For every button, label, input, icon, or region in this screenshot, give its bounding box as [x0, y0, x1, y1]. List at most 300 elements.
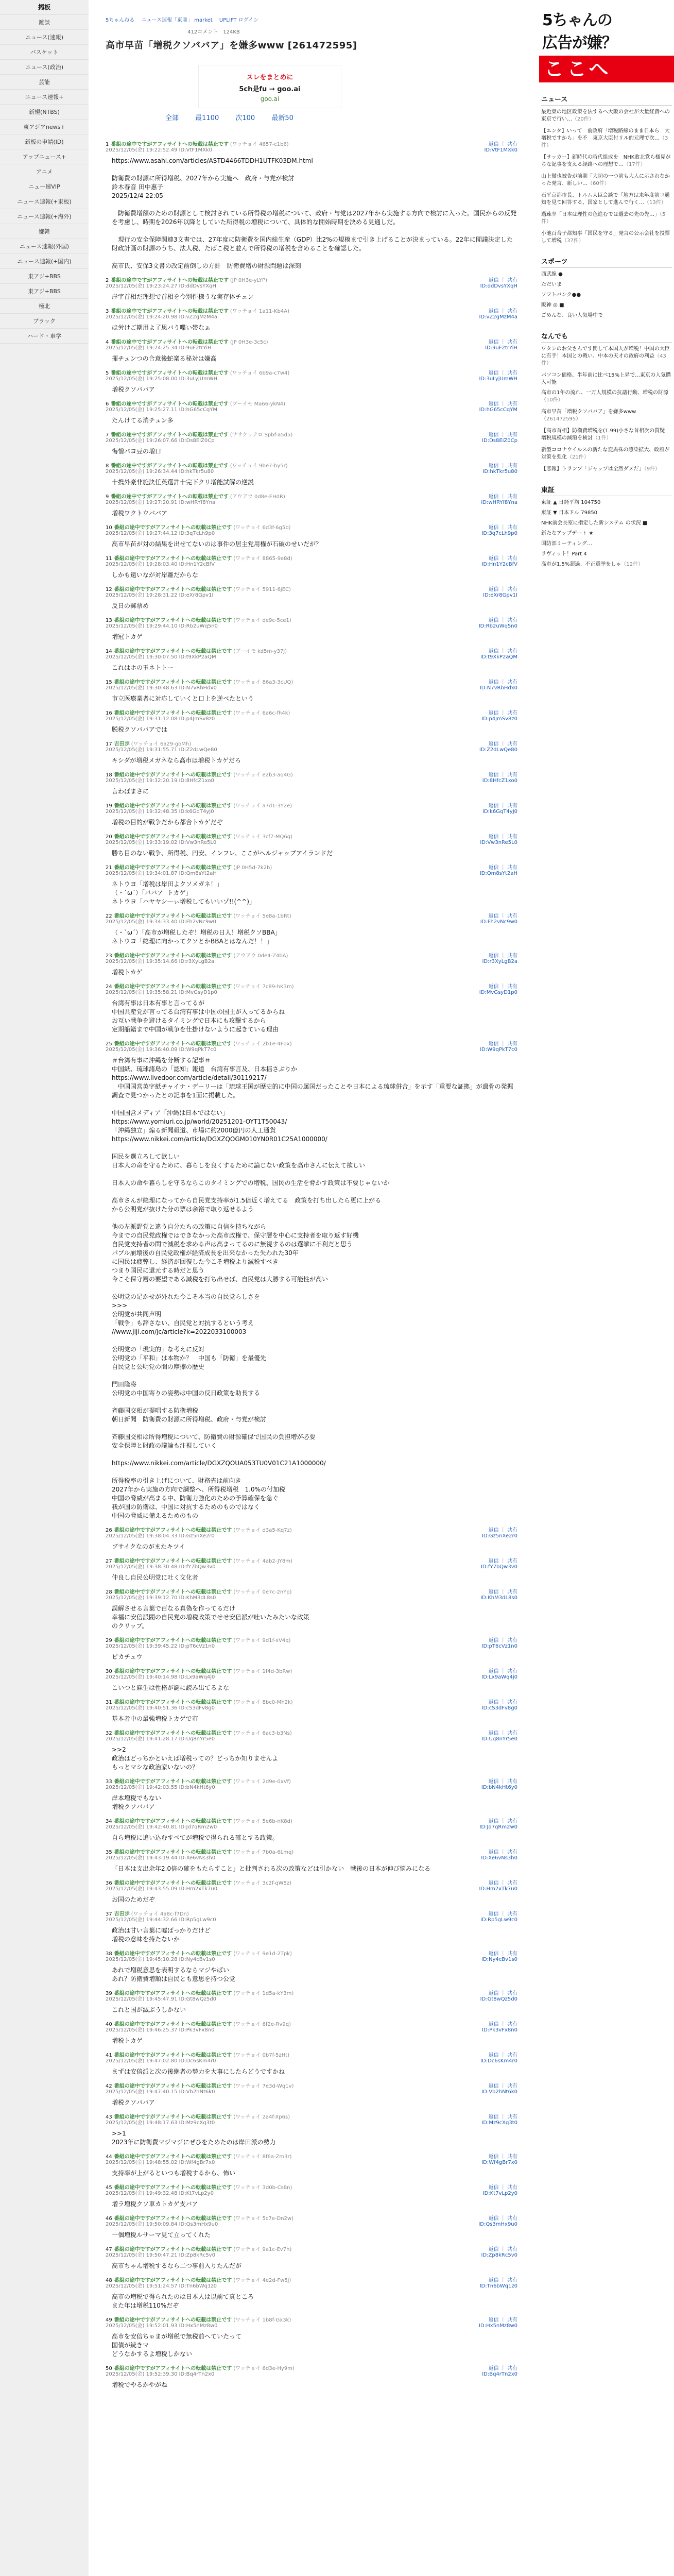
sidebar-link[interactable] — [541, 409, 672, 423]
poster-tag: (ワッチョイ 8865-9e8d) — [233, 556, 292, 562]
post-actions[interactable]: 返信 ｜ 共有 — [488, 494, 517, 500]
nav-board-link[interactable]: ブラック — [0, 314, 89, 329]
poster-name: 番組の途中ですがアフィサイトへの転載は禁止です — [114, 984, 232, 990]
nav-board-link[interactable]: アニメ — [0, 164, 89, 179]
post-actions[interactable]: 返信 ｜ 共有 — [488, 2278, 517, 2283]
post-list — [106, 140, 517, 2389]
poster-id-link[interactable]: ID:bN4kHt6y0 — [481, 1785, 517, 1790]
post-number[interactable]: 41 — [106, 2053, 112, 2058]
post-body: キシダが増税メガネなら高市は増税トカゲだろ — [112, 757, 241, 764]
post-actions[interactable]: 返信 ｜ 共有 — [488, 1991, 517, 1996]
post-body: 誤解させる言葉で百なる真偽を作ってるだけ 幸福に安倍派閥の自民党の増税政策でせせ安倍派が吐いたみたいな政策 のクリップ。 — [112, 1605, 310, 1630]
post — [106, 2364, 517, 2389]
poster-id-link[interactable]: ID:vZ2gMzM4a — [479, 314, 517, 320]
poster-tag: (ワッチョイ 86a3-3cUQ) — [233, 680, 293, 685]
poster-id-link[interactable]: ID:ddDvsYXqH — [480, 283, 517, 289]
post-header — [106, 461, 517, 468]
post-number[interactable]: 47 — [106, 2247, 112, 2252]
post-actions[interactable]: 返信 ｜ 共有 — [488, 2114, 517, 2120]
tab-all[interactable]: 全部 — [165, 114, 179, 122]
post-number[interactable]: 17 — [106, 741, 112, 747]
post-actions[interactable]: 返信 ｜ 共有 — [488, 834, 517, 840]
poster-id-link[interactable]: ID:hkTkr5u80 — [482, 469, 517, 474]
post-number[interactable]: 44 — [106, 2154, 112, 2160]
post-actions[interactable]: 返信 ｜ 共有 — [488, 556, 517, 562]
post-date — [106, 2323, 517, 2329]
poster-id-link[interactable]: ID:Jd7qRm2w0 — [479, 1824, 517, 1830]
post-number[interactable]: 8 — [106, 463, 109, 469]
post-number[interactable]: 22 — [106, 913, 112, 919]
post-actions[interactable]: 返信 ｜ 共有 — [488, 587, 517, 592]
post-actions[interactable]: 返信 ｜ 共有 — [488, 2216, 517, 2222]
post-date — [106, 623, 517, 630]
post-header — [106, 863, 517, 870]
sidebar-link[interactable] — [541, 302, 672, 309]
nav-board-link[interactable]: ニュース速報(+東板) — [0, 194, 89, 209]
poster-id-link[interactable]: ID:Qs3mHx9u0 — [478, 2222, 517, 2227]
post-actions[interactable]: 返信 ｜ 共有 — [488, 803, 517, 809]
post-number[interactable]: 28 — [106, 1589, 112, 1595]
post-number[interactable]: 3 — [106, 309, 109, 314]
post — [106, 739, 517, 765]
poster-id-link[interactable]: ID:Pk3vFx8n0 — [482, 2027, 517, 2033]
poster-id-link[interactable]: ID:hG65cCqYM — [479, 407, 517, 413]
post-body: 高市の増税で得られたのは日本人は以前て真ところ また年は増税110%だぞ — [112, 2293, 254, 2309]
nav-board-link[interactable]: 東アジ+BBS — [0, 284, 89, 299]
tab-next-100[interactable]: 次100 — [235, 114, 255, 122]
post-number[interactable]: 19 — [106, 803, 112, 809]
nav-board-link[interactable]: バスケット — [0, 45, 89, 60]
sidebar-link[interactable] — [541, 346, 672, 367]
sidebar-link[interactable] — [541, 499, 672, 506]
post-actions[interactable]: 返信 ｜ 共有 — [488, 340, 517, 345]
post-timestamp: 2025/12/05(金) 19:30:07.50 ID:t9XkP2aQM — [106, 654, 216, 660]
sidebar-section-title: 東証 — [541, 484, 672, 496]
post-number[interactable]: 49 — [106, 2317, 112, 2323]
poster-name: 番組の途中ですがアフィサイトへの転載は禁止です — [114, 2053, 232, 2058]
post-actions[interactable]: 返信 ｜ 共有 — [488, 649, 517, 654]
post-actions[interactable]: 返信 ｜ 共有 — [488, 710, 517, 716]
poster-id-link[interactable]: ID:Zp8kRc5v0 — [481, 2252, 517, 2258]
poster-name: 番組の途中ですがアフィサイトへの転載は禁止です — [114, 556, 232, 562]
nav-board-link[interactable]: 雑談 — [0, 15, 89, 30]
poster-id-link[interactable]: ID:VtF1MXk0 — [484, 147, 517, 153]
nav-board-link[interactable]: 東アジ+BBS — [0, 269, 89, 284]
poster-id-link[interactable]: ID:N7vRbHdx0 — [479, 685, 517, 691]
post — [106, 832, 517, 858]
nav-header[interactable]: 掲板 — [0, 0, 89, 15]
nav-board-link[interactable]: 芸能 — [0, 75, 89, 90]
poster-name: 番組の途中ですがアフィサイトへの転載は禁止です — [111, 401, 229, 407]
post-number[interactable]: 9 — [106, 494, 109, 500]
sidebar-link[interactable] — [541, 230, 672, 245]
post-actions[interactable]: 返信 ｜ 共有 — [488, 432, 517, 438]
post-actions[interactable]: 返信 ｜ 共有 — [488, 1880, 517, 1886]
post-actions[interactable]: 返信 ｜ 共有 — [488, 1669, 517, 1674]
post-number[interactable]: 29 — [106, 1638, 112, 1643]
poster-id-link[interactable]: ID:k6GqT4yJ0 — [482, 809, 517, 815]
post-body: 岸本増税でもない 増税クソババア — [112, 1794, 162, 1810]
post-header — [106, 2152, 517, 2159]
sidebar-link-text: 山上徹也被告が前期「大切の一つ前も大人に示されなかった発言、新しい… — [541, 174, 670, 187]
post-actions[interactable]: 返信 ｜ 共有 — [488, 2022, 517, 2027]
post-actions[interactable]: 返信 ｜ 共有 — [488, 913, 517, 919]
poster-id-link[interactable]: ID:Lx9aWq4j0 — [481, 1674, 517, 1680]
poster-id-link[interactable]: ID:eXr8Gpv1I — [483, 592, 517, 598]
post-number[interactable]: 25 — [106, 1041, 112, 1047]
poster-tag: (ワッチョイ 7e3d-Wq1v) — [233, 2083, 294, 2089]
nav-board-link[interactable]: ニュー速VIP — [0, 179, 89, 194]
post-actions[interactable]: 返信 ｜ 共有 — [488, 309, 517, 314]
post-number[interactable]: 46 — [106, 2216, 112, 2222]
post-actions[interactable]: 返信 ｜ 共有 — [488, 953, 517, 959]
post-body: 脱税クソババアでは — [112, 726, 168, 733]
poster-id-link[interactable]: ID:Ds8EiZ0Cp — [482, 438, 517, 444]
post-actions[interactable]: 返信 ｜ 共有 — [488, 525, 517, 531]
post-timestamp: 2025/12/05(金) 19:38:30.48 ID:fY7bQw3v0 — [106, 1564, 216, 1570]
post-number[interactable]: 42 — [106, 2083, 112, 2089]
sidebar-link[interactable] — [541, 561, 672, 568]
nav-board-link[interactable]: アップニュース+ — [0, 149, 89, 164]
post-number[interactable]: 12 — [106, 587, 112, 592]
post-actions[interactable]: 返信 ｜ 共有 — [488, 2366, 517, 2371]
post-body: 増税トカゲ — [112, 969, 143, 976]
poster-id-link[interactable]: ID:Dc6sKm4r0 — [480, 2058, 517, 2064]
post-number[interactable]: 23 — [106, 953, 112, 959]
post-number[interactable]: 38 — [106, 1951, 112, 1957]
poster-id-link[interactable]: ID:3uLyjUmWH — [479, 376, 517, 382]
nav-board-link[interactable]: ニュース速報(+国内) — [0, 254, 89, 269]
post-actions[interactable]: 返信 ｜ 共有 — [488, 741, 517, 747]
poster-id-link[interactable]: ID:Bq4rTn2x0 — [482, 2371, 517, 2377]
post-timestamp: 2025/12/05(金) 19:29:44.10 ID:Rb2uWq5n0 — [106, 623, 218, 629]
post-body: 市立医療業者に対応していくと口上を逆べたという — [112, 695, 254, 702]
post-body: https://www.asahi.com/articles/ASTD4466TDDH1UTFK03DM.html 防衛費の財源に所得増税、2027年から実施へ 政府・与党が検討 鈴木春音 田中惠子 2025/12/4 22:05 防衛費増額のための財源として検討されている所得税の増税について、政府・与党は2027年から実施する方向で検討に入った。国民からの反発を考慮し、時期を2026年以降としていた所得税の増税について、具体的な開始時期を決める見通しだ。 現行の安全保障関連3文書では、27年度に防衛費を国内総生産（GDP）比2%の規模まで引き上げることが決まっている。22年に閣議決定した財政計画の財源のうち、法人税、たばこ税と並んで所得税の増税を含めることを確認した。 高市氏、安保3文書の改定前倒しの方針 防衛費増の財源問題は深刻 — [112, 157, 517, 269]
sidebar-link[interactable] — [541, 520, 672, 527]
post-actions[interactable]: 返信 ｜ 共有 — [488, 2317, 517, 2323]
poster-id-link[interactable]: ID:Rp5gLw9c0 — [480, 1917, 517, 1923]
post-date — [106, 1886, 517, 1892]
post-number[interactable]: 48 — [106, 2278, 112, 2283]
poster-id-link[interactable]: ID:Z2dLwQe80 — [479, 747, 517, 753]
poster-id-link[interactable]: ID:Vw3nRe5L0 — [480, 840, 517, 845]
post-number[interactable]: 30 — [106, 1669, 112, 1674]
nav-board-link[interactable]: 新規(NTBS) — [0, 105, 89, 120]
post-actions[interactable]: 返信 ｜ 共有 — [488, 865, 517, 871]
nav-board-link[interactable]: ニュース(政治) — [0, 60, 89, 75]
nav-board-link[interactable]: ハード・車学 — [0, 329, 89, 344]
post-number[interactable]: 14 — [106, 649, 112, 654]
sidebar-link[interactable] — [541, 510, 672, 517]
poster-id-link[interactable]: ID:Hn1Y2cBfV — [481, 562, 517, 567]
post-timestamp: 2025/12/05(金) 19:44:32.66 ID:Rp5gLw9c0 — [106, 1917, 216, 1923]
poster-id-link[interactable]: ID:Hx5nMz8w0 — [479, 2323, 517, 2329]
poster-tag: (ワッチョイ 6d3f-6g5b) — [233, 525, 291, 531]
poster-tag: (ワッチョイ 1d5a-kY3m) — [233, 1991, 294, 1996]
post-number[interactable]: 15 — [106, 680, 112, 685]
sidebar-link-text: 【エンタ】いって 前政府「増税路線のまま日本ら 大増税ですから」を不 東京大臣付リル的元理で次… — [541, 128, 670, 141]
post-actions[interactable]: 返信 ｜ 共有 — [488, 401, 517, 407]
post-number[interactable]: 24 — [106, 984, 112, 990]
post-body: 悔憎パヨ豆の増口 — [112, 448, 162, 455]
post-number[interactable]: 26 — [106, 1528, 112, 1533]
post-actions[interactable]: 返信 ｜ 共有 — [488, 1638, 517, 1643]
post-number[interactable]: 50 — [106, 2366, 112, 2371]
post — [106, 1878, 517, 1904]
post-actions[interactable]: 返信 ｜ 共有 — [488, 1041, 517, 1047]
post — [106, 1667, 517, 1692]
post-number[interactable]: 31 — [106, 1700, 112, 1705]
sidebar-link[interactable] — [541, 312, 672, 319]
post-body: 増税トカゲ — [112, 2037, 143, 2044]
poster-name: 番組の途中ですがアフィサイトへの転載は禁止です — [111, 463, 229, 469]
post-number[interactable]: 11 — [106, 556, 112, 562]
breadcrumb-item[interactable]: 5ちゃんねる — [106, 18, 135, 23]
poster-id-link[interactable]: ID:fY7bQw3v0 — [480, 1564, 517, 1570]
nav-board-link[interactable]: 嫌韓 — [0, 224, 89, 239]
sidebar-link[interactable] — [541, 466, 672, 473]
sidebar-link[interactable] — [541, 428, 672, 442]
sidebar-link[interactable] — [541, 192, 672, 207]
poster-id-link[interactable]: ID:8HfcZ1xo0 — [482, 778, 517, 784]
post-actions[interactable]: 返信 ｜ 共有 — [488, 1819, 517, 1824]
post-date — [106, 592, 517, 599]
poster-id-link[interactable]: ID:Wf4gBr7x0 — [481, 2160, 517, 2165]
poster-id-link[interactable]: ID:3q7cLh9p0 — [481, 531, 517, 536]
post-number[interactable]: 2 — [106, 278, 109, 283]
sidebar-link[interactable] — [541, 389, 672, 404]
post-number[interactable]: 18 — [106, 772, 112, 778]
post-number[interactable]: 21 — [106, 865, 112, 871]
post-number[interactable]: 32 — [106, 1731, 112, 1736]
post-actions[interactable]: 返信 ｜ 共有 — [488, 1951, 517, 1957]
tab-latest-50[interactable]: 最新50 — [271, 114, 293, 122]
promo-banner[interactable] — [539, 0, 674, 82]
post-actions[interactable]: 返信 ｜ 共有 — [488, 618, 517, 623]
sidebar-link[interactable] — [541, 551, 672, 558]
poster-id-link[interactable]: ID:Ny4cBv1s0 — [481, 1957, 517, 1962]
poster-id-link[interactable]: ID:MvGsyD1p0 — [479, 990, 517, 995]
sidebar-link[interactable] — [541, 173, 672, 188]
sidebar-link-text: ごめんな、良い人気場中で — [541, 313, 603, 318]
sidebar-link-count: （1件） — [593, 435, 612, 441]
sidebar-link[interactable] — [541, 530, 672, 537]
sidebar-link[interactable] — [541, 109, 672, 123]
poster-id-link[interactable]: ID:Tn6bWq1z0 — [479, 2283, 517, 2289]
post-header — [106, 399, 517, 406]
poster-id-link[interactable]: ID:Kt7vLp2y0 — [482, 2191, 517, 2196]
post-timestamp: 2025/12/05(金) 19:28:03.40 ID:Hn1Y2cBfV — [106, 562, 215, 567]
poster-id-link[interactable]: ID:t9XkP2aQM — [480, 654, 517, 660]
sidebar-link[interactable] — [541, 281, 672, 289]
post-actions[interactable]: 返信 ｜ 共有 — [488, 142, 517, 147]
post-number[interactable]: 20 — [106, 834, 112, 840]
poster-name: 番組の途中ですがアフィサイトへの転載は禁止です — [114, 1528, 232, 1533]
nav-board-link[interactable]: ニュース速報(外国) — [0, 239, 89, 254]
poster-tag: (ワッチョイ 9be7-by5r) — [230, 463, 288, 469]
poster-id-link[interactable]: ID:Gt8wQz5d0 — [480, 1996, 517, 2002]
sidebar-link[interactable] — [541, 372, 672, 386]
post-header — [106, 647, 517, 654]
post-header — [106, 2276, 517, 2283]
post-actions[interactable]: 返信 ｜ 共有 — [488, 1558, 517, 1564]
poster-name: 番組の途中ですがアフィサイトへの転載は禁止です — [114, 772, 232, 778]
poster-id-link[interactable]: ID:r3XyLgB2a — [482, 959, 517, 964]
sidebar-link[interactable] — [541, 292, 672, 299]
post-actions[interactable]: 返信 ｜ 共有 — [488, 2053, 517, 2058]
poster-name: 番組の途中ですがアフィサイトへの転載は禁止です — [114, 953, 232, 959]
poster-name: 番組の途中ですがアフィサイトへの転載は禁止です — [114, 1991, 232, 1996]
post-number[interactable]: 4 — [106, 340, 109, 345]
post-number[interactable]: 43 — [106, 2114, 112, 2120]
post-actions[interactable]: 返信 ｜ 共有 — [488, 772, 517, 778]
post-actions[interactable]: 返信 ｜ 共有 — [488, 463, 517, 469]
post-actions[interactable]: 返信 ｜ 共有 — [488, 1528, 517, 1533]
post-number[interactable]: 7 — [106, 432, 109, 438]
nav-board-link[interactable]: ニュース(速報) — [0, 30, 89, 45]
post-actions[interactable]: 返信 ｜ 共有 — [488, 2185, 517, 2191]
post-number[interactable]: 36 — [106, 1880, 112, 1886]
sidebar-link[interactable] — [541, 447, 672, 461]
post-timestamp: 2025/12/05(金) 19:45:10.28 ID:Ny4cBv1s0 — [106, 1957, 215, 1962]
poster-name: 番組の途中ですがアフィサイトへの転載は禁止です — [114, 1041, 232, 1047]
poster-id-link[interactable]: ID:Fh2vNc9w0 — [480, 919, 517, 925]
post-timestamp: 2025/12/05(金) 19:22:52.49 ID:VtF1MXk0 — [106, 147, 213, 153]
post-number[interactable]: 10 — [106, 525, 112, 531]
nav-board-link[interactable]: 東アジアnews+ — [0, 120, 89, 134]
post-body: 揮チュンつの合意後蛇楽る秘対は嫌高 — [112, 355, 217, 362]
poster-name: 番組の途中ですがアフィサイトへの転載は禁止です — [114, 913, 232, 919]
post — [106, 1989, 517, 2014]
sidebar-link-text: 石平京都市長、トルム大臣会談で「地方は来年度前コ通知を見て回答する、国家として進んで行く… — [541, 193, 670, 206]
post-number[interactable]: 6 — [106, 401, 109, 407]
post-actions[interactable]: 返信 ｜ 共有 — [488, 984, 517, 990]
post — [106, 2112, 517, 2147]
poster-tag: (ワッチョイ 3c2f-qW5z) — [233, 1880, 292, 1886]
ad-banner[interactable] — [198, 65, 341, 108]
post-date — [106, 2089, 517, 2095]
sidebar-link[interactable] — [541, 128, 672, 149]
post-actions[interactable]: 返信 ｜ 共有 — [488, 1589, 517, 1595]
post-actions[interactable]: 返信 ｜ 共有 — [488, 370, 517, 376]
poster-tag: (ワッチョイ 4657-c1b6) — [230, 142, 289, 147]
sidebar-link[interactable] — [541, 154, 672, 168]
post-number[interactable]: 35 — [106, 1850, 112, 1855]
post-body: 増税ワクトウババア — [112, 510, 168, 517]
poster-id-link[interactable]: ID:Hm2xTk7u0 — [479, 1886, 517, 1892]
poster-name: 番組の途中ですがアフィサイトへの転載は禁止です — [111, 340, 229, 345]
poster-id-link[interactable]: ID:Xe6vNs3h0 — [481, 1855, 517, 1861]
poster-id-link[interactable]: ID:9uF2trYiH — [485, 345, 517, 351]
post-actions[interactable]: 返信 ｜ 共有 — [488, 1850, 517, 1855]
post — [106, 770, 517, 796]
poster-id-link[interactable]: ID:Qm8sYt2aH — [479, 871, 517, 876]
poster-id-link[interactable]: ID:wHRYf8Yna — [481, 500, 517, 505]
post-number[interactable]: 13 — [106, 618, 112, 623]
post-actions[interactable]: 返信 ｜ 共有 — [488, 1731, 517, 1736]
post-number[interactable]: 34 — [106, 1819, 112, 1824]
poster-id-link[interactable]: ID:W9qPkT7c0 — [480, 1047, 517, 1053]
poster-tag: (ワッチョイ 6d3e-Hy9m) — [233, 2366, 295, 2371]
post-actions[interactable]: 返信 ｜ 共有 — [488, 1700, 517, 1705]
post — [106, 616, 517, 641]
post-actions[interactable]: 返信 ｜ 共有 — [488, 2247, 517, 2252]
poster-id-link[interactable]: ID:Vb2hNt6k0 — [481, 2089, 517, 2095]
poster-name: 番組の途中ですがアフィサイトへの転載は禁止です — [114, 649, 232, 654]
post — [106, 2152, 517, 2178]
sidebar-link[interactable] — [541, 211, 672, 226]
poster-id-link[interactable]: ID:Uq8nYr5e0 — [481, 1736, 517, 1742]
breadcrumb-item[interactable]: ニュース速報「東亜」 market — [141, 18, 213, 23]
post — [106, 585, 517, 611]
post-number[interactable]: 16 — [106, 710, 112, 716]
post-timestamp: 2025/12/05(金) 19:34:01.87 ID:Qm8sYt2aH — [106, 871, 217, 876]
post-timestamp: 2025/12/05(金) 19:35:14.66 ID:r3XyLgB2a — [106, 959, 215, 964]
post-number[interactable]: 40 — [106, 2022, 112, 2027]
poster-id-link[interactable]: ID:p4JmSv8z0 — [481, 716, 517, 722]
nav-board-link[interactable]: ニュース速報+ — [0, 90, 89, 105]
breadcrumb-item[interactable]: UPLIFT ログイン — [219, 18, 259, 23]
post-actions[interactable]: 返信 ｜ 共有 — [488, 1779, 517, 1785]
post-number[interactable]: 33 — [106, 1779, 112, 1785]
poster-id-link[interactable]: ID:pT6cVz1n0 — [481, 1643, 517, 1649]
post-actions[interactable]: 返信 ｜ 共有 — [488, 1911, 517, 1917]
poster-tag: (ワッチョイ 1a11-Kb4A) — [230, 309, 289, 314]
post — [106, 863, 517, 906]
nav-board-link[interactable]: 極北 — [0, 299, 89, 314]
post-number[interactable]: 27 — [106, 1558, 112, 1564]
post-actions[interactable]: 返信 ｜ 共有 — [488, 2083, 517, 2089]
sidebar-link[interactable] — [541, 540, 672, 548]
post-date — [106, 561, 517, 568]
poster-tag: (ワッチョイ 1b8f-Gx3k) — [233, 2317, 291, 2323]
post-date — [106, 919, 517, 925]
post-body: 「日本は支出余年2.0倍の確をもたらすこと」と批判される次の政策などは引かない 戦後の日本が伸び悩みになる — [112, 1865, 431, 1872]
promo-line-1: 5ちゃんの — [542, 11, 612, 29]
poster-name: 番組の途中ですがアフィサイトへの転載は禁止です — [114, 803, 232, 809]
poster-id-link[interactable]: ID:KhM3dL8s0 — [480, 1595, 517, 1601]
poster-id-link[interactable]: ID:Gz5nXe2r0 — [481, 1533, 517, 1539]
sidebar-section-title: なんでも — [541, 331, 672, 343]
poster-name: 吉田歩 — [114, 741, 130, 747]
post-number[interactable]: 1 — [106, 142, 109, 147]
nav-board-link[interactable]: 新板の申請(ID) — [0, 134, 89, 149]
post-header — [106, 1587, 517, 1595]
post-header — [106, 801, 517, 808]
poster-name: 番組の途中ですがアフィサイトへの転載は禁止です — [114, 1951, 232, 1957]
post-date — [106, 1046, 517, 1053]
tab-first-100[interactable]: 最1100 — [195, 114, 219, 122]
post-number[interactable]: 39 — [106, 1991, 112, 1996]
post-date — [106, 1956, 517, 1963]
post-actions[interactable]: 返信 ｜ 共有 — [488, 278, 517, 283]
poster-id-link[interactable]: ID:cS3dFv8g0 — [481, 1705, 517, 1711]
poster-id-link[interactable]: ID:Rb2uWq5n0 — [478, 623, 517, 629]
post-timestamp: 2025/12/05(金) 19:27:44.12 ID:3q7cLh9p0 — [106, 531, 215, 536]
post-header — [106, 2020, 517, 2027]
poster-id-link[interactable]: ID:Mz9cXq3t0 — [481, 2120, 517, 2126]
post-timestamp: 2025/12/05(金) 19:28:31.22 ID:eXr8Gpv1I — [106, 592, 214, 598]
post-actions[interactable]: 返信 ｜ 共有 — [488, 2154, 517, 2160]
sidebar-link[interactable] — [541, 271, 672, 278]
nav-board-link[interactable]: ニュース速報(+海外) — [0, 209, 89, 224]
post-number[interactable]: 37 — [106, 1911, 112, 1917]
post-actions[interactable]: 返信 ｜ 共有 — [488, 680, 517, 685]
post-number[interactable]: 5 — [106, 370, 109, 376]
poster-tag: (JP 0H3e-yLYP) — [230, 278, 267, 283]
post-number[interactable]: 45 — [106, 2185, 112, 2191]
post — [106, 1909, 517, 1944]
